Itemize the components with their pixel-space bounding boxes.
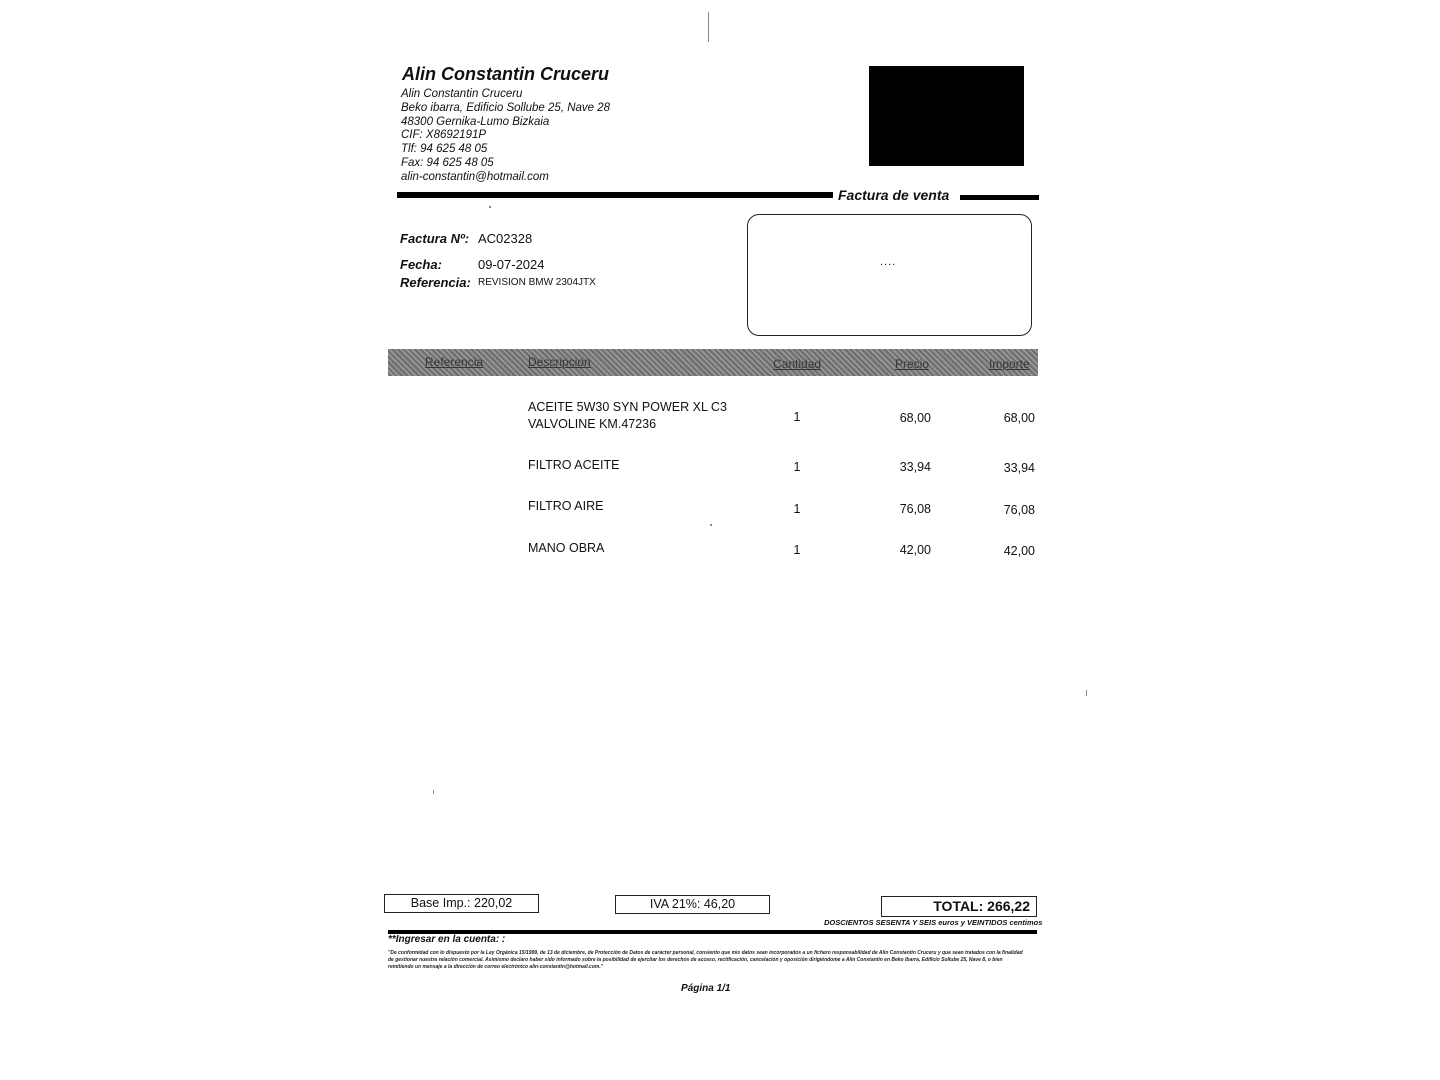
redacted-logo bbox=[869, 66, 1024, 166]
row-price: 33,94 bbox=[899, 460, 931, 474]
row-amount: 68,00 bbox=[1003, 411, 1035, 425]
row-description bbox=[528, 540, 604, 557]
base-imponible-box: Base Imp.: 220,02 bbox=[384, 894, 539, 913]
row-price: 68,00 bbox=[899, 411, 931, 425]
row-quantity: 1 bbox=[793, 460, 801, 474]
description-line: VALVOLINE KM.47236 bbox=[528, 417, 657, 431]
invoice-number: AC02328 bbox=[478, 231, 533, 246]
bank-account-label: **Ingresar en la cuenta: : bbox=[388, 934, 506, 945]
date-label: Fecha: bbox=[400, 257, 442, 272]
email: alin-constantin@hotmail.com bbox=[401, 170, 549, 183]
row-price: 42,00 bbox=[899, 543, 931, 557]
description-line: FILTRO AIRE bbox=[528, 499, 604, 513]
header-price: Precio bbox=[895, 357, 930, 371]
client-address-box bbox=[747, 214, 1032, 336]
company-name: Alin Constantin Cruceru bbox=[402, 64, 610, 84]
iva-box: IVA 21%: 46,20 bbox=[615, 895, 770, 914]
row-price: 76,08 bbox=[899, 502, 931, 516]
row-quantity: 1 bbox=[793, 502, 801, 516]
invoice-date: 09-07-2024 bbox=[478, 257, 545, 272]
scan-artifact bbox=[433, 790, 434, 794]
phone: Tlf: 94 625 48 05 bbox=[401, 143, 488, 156]
row-quantity: 1 bbox=[793, 410, 801, 424]
scan-artifact bbox=[1086, 690, 1087, 696]
legal-notice: "De conformidad con lo dispuesto por la Ley Orgánica 15/1999, de 13 de diciembre, de Protección de Datos de carácter personal, consiento que mis datos sean incorporados a un fichero responsabilidad de Alin Constantin Cruceru y que sean tratados con la finalidad de gestionar nuestra relación comercial. Asimismo declaro haber sido informado sobre la posibilidad de ejercitar los derechos de acceso, rectificación, cancelación y oposición dirigiéndome a Alin Constantin en Beko Ibarra, Edificio Sollube 25, Nave 8, o bien remitiendo un mensaje a la dirección de correo electrónico alin-constantin@hotmail.com." bbox=[388, 950, 1023, 970]
invoice-number-label: Factura Nº: bbox=[400, 231, 470, 246]
description-line: ACEITE 5W30 SYN POWER XL C3 bbox=[528, 400, 727, 414]
row-description bbox=[528, 498, 603, 515]
description-line: FILTRO ACEITE bbox=[528, 458, 620, 472]
reference-label: Referencia: bbox=[400, 275, 471, 290]
reference-value: REVISION BMW 2304JTX bbox=[478, 277, 596, 288]
title-bar-left bbox=[397, 192, 833, 198]
row-amount: 76,08 bbox=[1003, 503, 1035, 517]
client-placeholder: .... bbox=[880, 256, 897, 268]
header-description: Descripcion bbox=[528, 355, 591, 369]
total-box: TOTAL: 266,22 bbox=[881, 896, 1037, 917]
title-bar-right bbox=[960, 195, 1039, 200]
row-quantity: 1 bbox=[793, 543, 801, 557]
row-amount: 33,94 bbox=[1003, 461, 1035, 475]
scan-artifact bbox=[710, 524, 712, 526]
table-header bbox=[388, 349, 1038, 376]
row-description bbox=[528, 399, 727, 433]
header-amount: Importe bbox=[989, 357, 1030, 371]
row-amount: 42,00 bbox=[1003, 544, 1035, 558]
company-address bbox=[401, 88, 610, 185]
address-line: Alin Constantin Cruceru bbox=[401, 88, 523, 100]
address-line: Beko ibarra, Edificio Sollube 25, Nave 28 bbox=[401, 101, 611, 114]
header-reference: Referencia bbox=[425, 355, 484, 369]
row-description bbox=[528, 457, 619, 474]
page-number: Página 1/1 bbox=[681, 983, 731, 994]
total-in-words: DOSCIENTOS SESENTA Y SEIS euros y VEINTIDOS centimos bbox=[824, 918, 1043, 927]
cif: CIF: X8692191P bbox=[401, 129, 487, 142]
document-title: Factura de venta bbox=[838, 187, 950, 203]
scan-artifact bbox=[489, 206, 491, 208]
address-line: 48300 Gernika-Lumo Bizkaia bbox=[401, 115, 550, 128]
scan-artifact bbox=[708, 12, 709, 42]
header-quantity: Cantidad bbox=[773, 357, 822, 371]
description-line: MANO OBRA bbox=[528, 541, 605, 555]
fax: Fax: 94 625 48 05 bbox=[401, 156, 494, 169]
